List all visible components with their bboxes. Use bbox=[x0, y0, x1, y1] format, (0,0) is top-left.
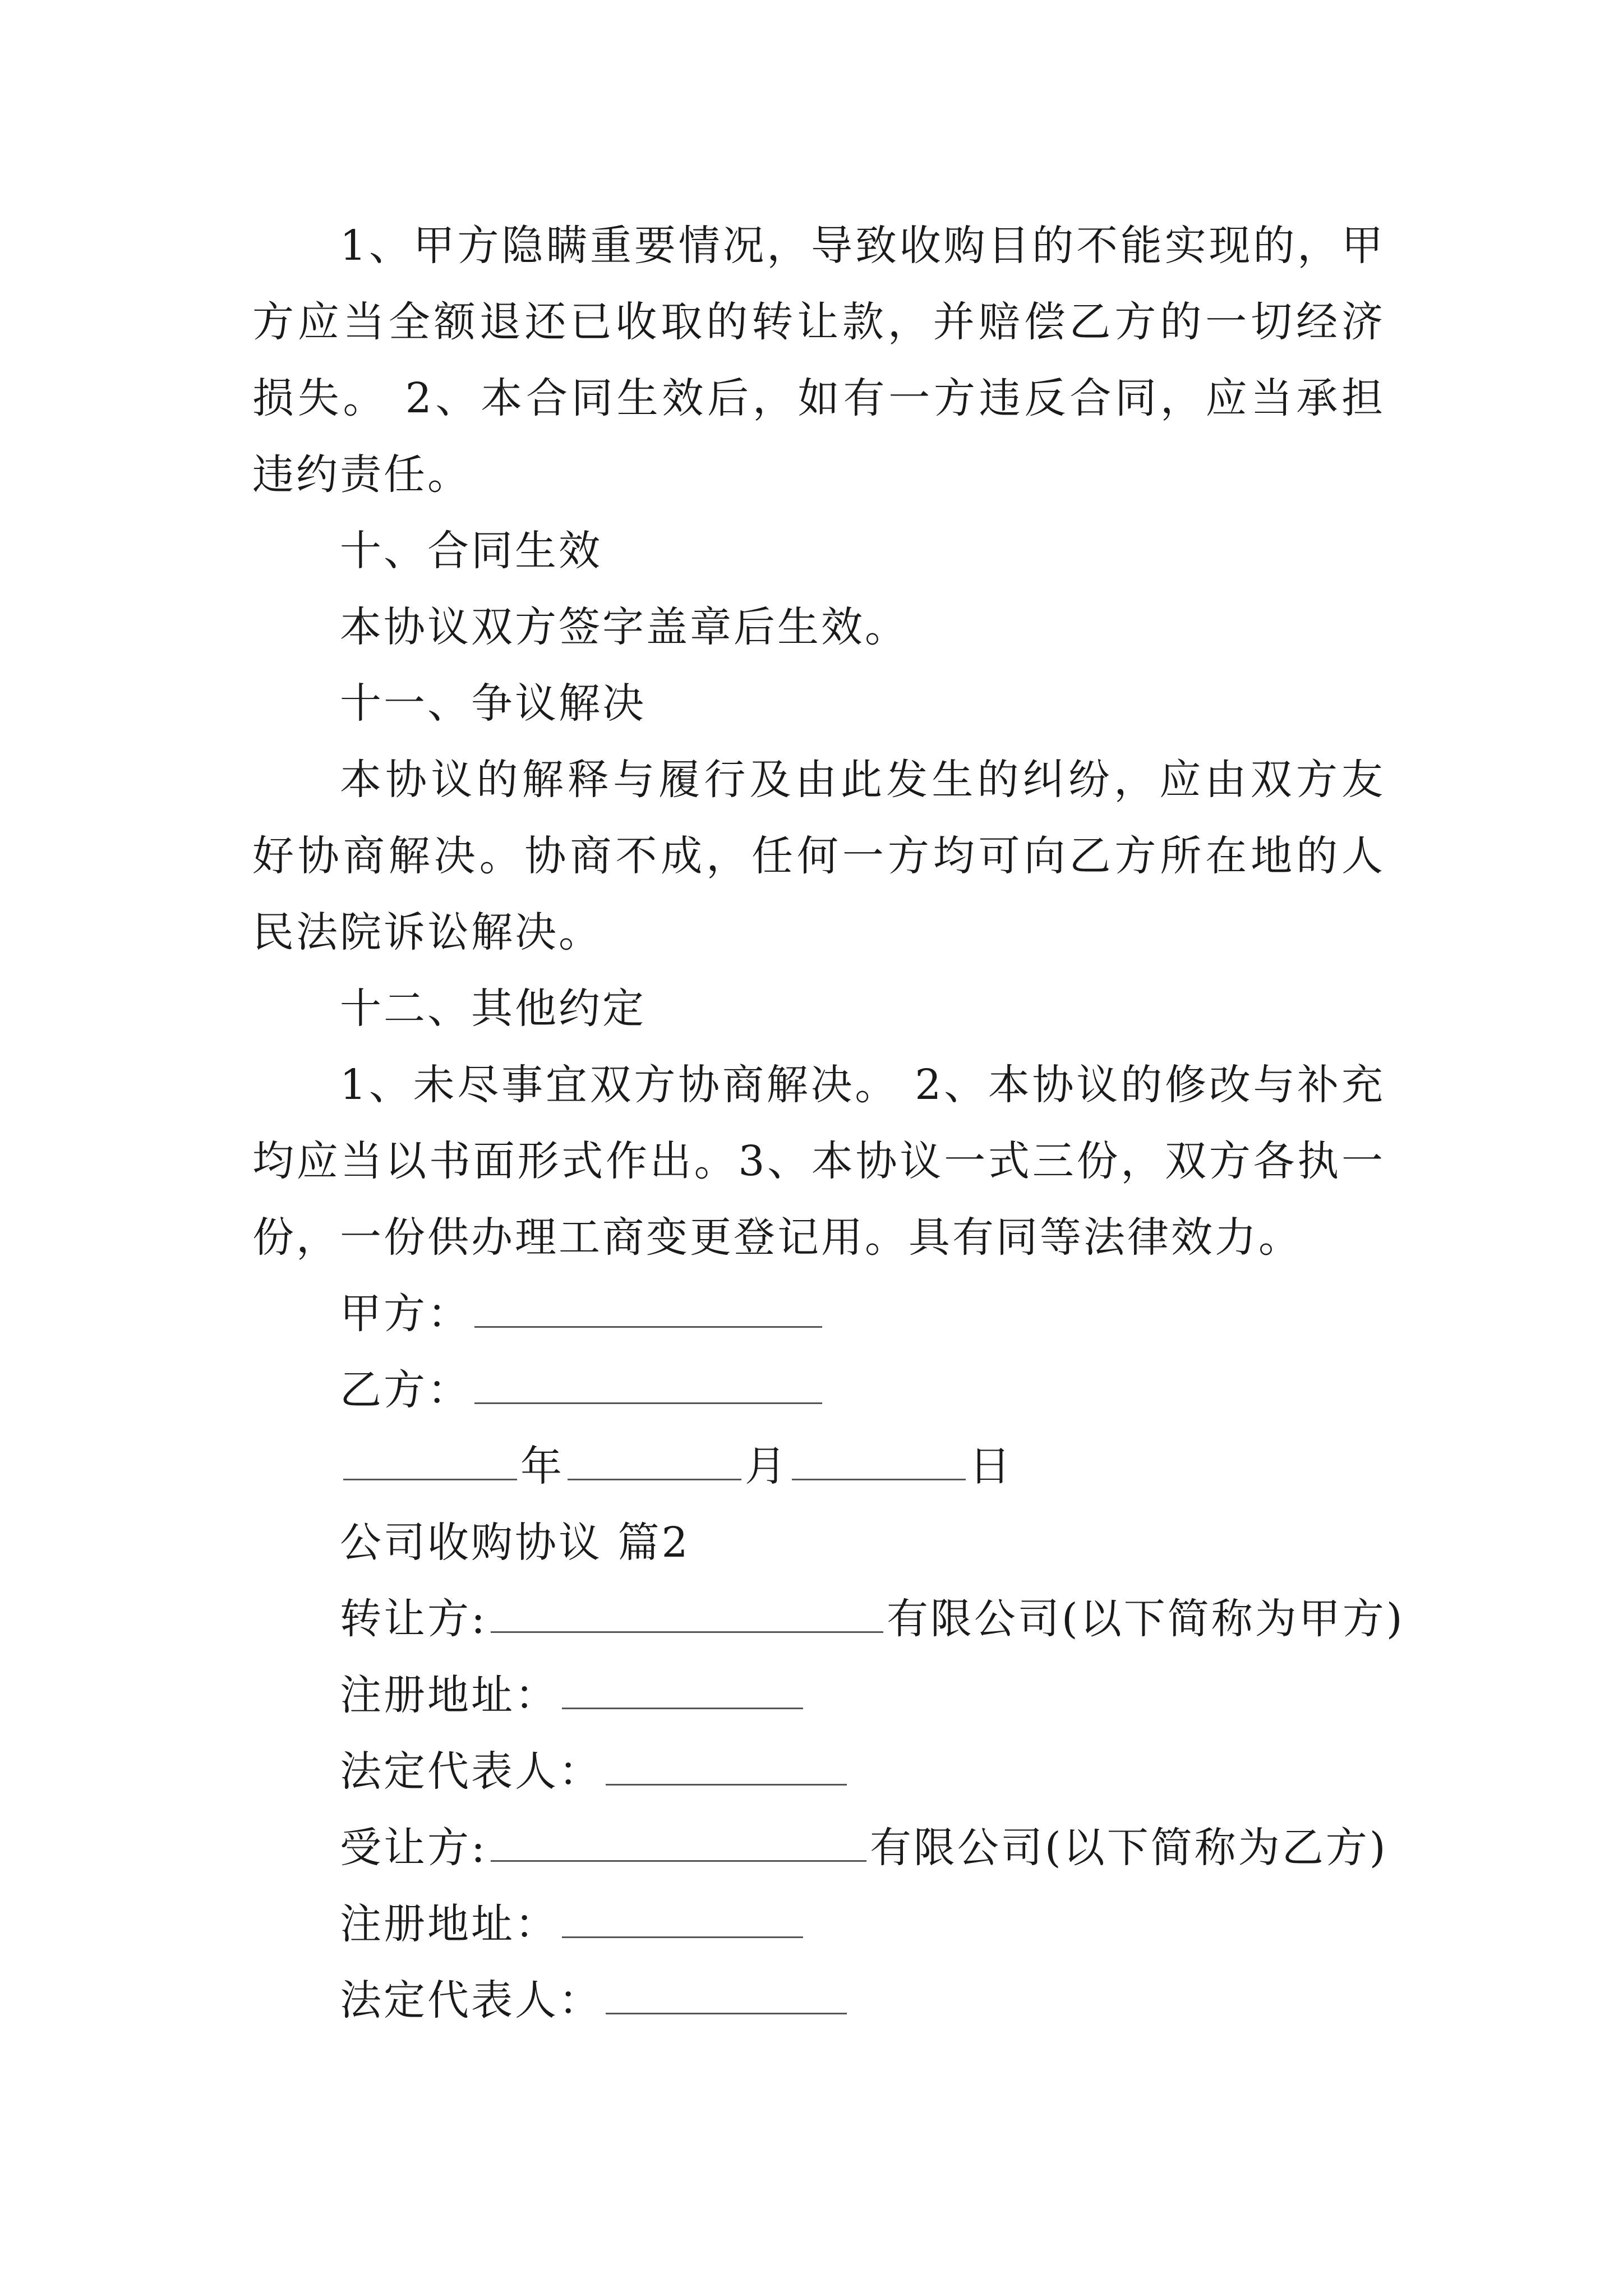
transferee-address-line bbox=[252, 1886, 1385, 1962]
transferor-legal-rep-line bbox=[252, 1733, 1385, 1810]
clause-12-text: 1、未尽事宜双方协商解决。 2、本协议的修改与补充均应当以书面形式作出。3、本协议一式三份，双方各执一份，一份供办理工商变更登记用。具有同等法律效力。 bbox=[252, 1061, 1385, 1262]
registered-address-label: 注册地址： bbox=[340, 1900, 559, 1948]
legal-representative-label: 法定代表人： bbox=[340, 1976, 602, 2024]
transferor-label: 转让方: bbox=[340, 1595, 487, 1643]
document-page bbox=[252, 208, 1405, 2039]
month-label: 月 bbox=[745, 1442, 789, 1490]
section-heading-10: 十、合同生效 bbox=[340, 527, 602, 575]
transferor-suffix: 有限公司(以下简称为甲方) bbox=[886, 1595, 1405, 1643]
registered-address-label: 注册地址： bbox=[340, 1671, 559, 1719]
transferee-suffix: 有限公司(以下简称为乙方) bbox=[869, 1824, 1388, 1872]
transferee-legal-rep-blank[interactable] bbox=[606, 1973, 847, 2014]
transferee-legal-rep-line bbox=[252, 1962, 1385, 2039]
transferee-line bbox=[252, 1810, 1388, 1886]
agreement-2-title: 公司收购协议 篇2 bbox=[340, 1519, 690, 1567]
transferee-blank[interactable] bbox=[491, 1821, 866, 1862]
section-heading-11: 十一、争议解决 bbox=[340, 679, 646, 728]
legal-representative-label: 法定代表人： bbox=[340, 1747, 602, 1796]
clause-9-text: 1、甲方隐瞒重要情况，导致收购目的不能实现的，甲方应当全额退还已收取的转让款，并赔偿乙方的一切经济损失。 2、本合同生效后，如有一方违反合同，应当承担违约责任。 bbox=[252, 222, 1385, 499]
party-b-blank[interactable] bbox=[474, 1363, 822, 1404]
transferor-address-line bbox=[252, 1657, 1385, 1733]
section-heading-12: 十二、其他约定 bbox=[340, 984, 646, 1033]
party-b-signature-line bbox=[252, 1352, 1385, 1428]
transferor-line bbox=[252, 1581, 1405, 1657]
party-a-label: 甲方： bbox=[340, 1290, 471, 1338]
day-blank[interactable] bbox=[792, 1439, 966, 1480]
month-blank[interactable] bbox=[568, 1439, 741, 1480]
transferor-address-blank[interactable] bbox=[562, 1668, 803, 1709]
transferee-address-blank[interactable] bbox=[562, 1897, 803, 1938]
day-label: 日 bbox=[969, 1442, 1013, 1490]
clause-10-text: 本协议双方签字盖章后生效。 bbox=[340, 603, 909, 651]
transferee-label: 受让方: bbox=[340, 1824, 487, 1872]
year-blank[interactable] bbox=[343, 1439, 517, 1480]
date-line bbox=[252, 1428, 1385, 1504]
transferor-legal-rep-blank[interactable] bbox=[606, 1745, 847, 1786]
party-b-label: 乙方： bbox=[340, 1366, 471, 1414]
transferor-blank[interactable] bbox=[491, 1592, 883, 1633]
party-a-blank[interactable] bbox=[474, 1287, 822, 1328]
year-label: 年 bbox=[520, 1442, 564, 1490]
party-a-signature-line bbox=[252, 1276, 1385, 1352]
clause-11-text: 本协议的解释与履行及由此发生的纠纷，应由双方友好协商解决。协商不成，任何一方均可向乙方所在地的人民法院诉讼解决。 bbox=[252, 756, 1385, 956]
